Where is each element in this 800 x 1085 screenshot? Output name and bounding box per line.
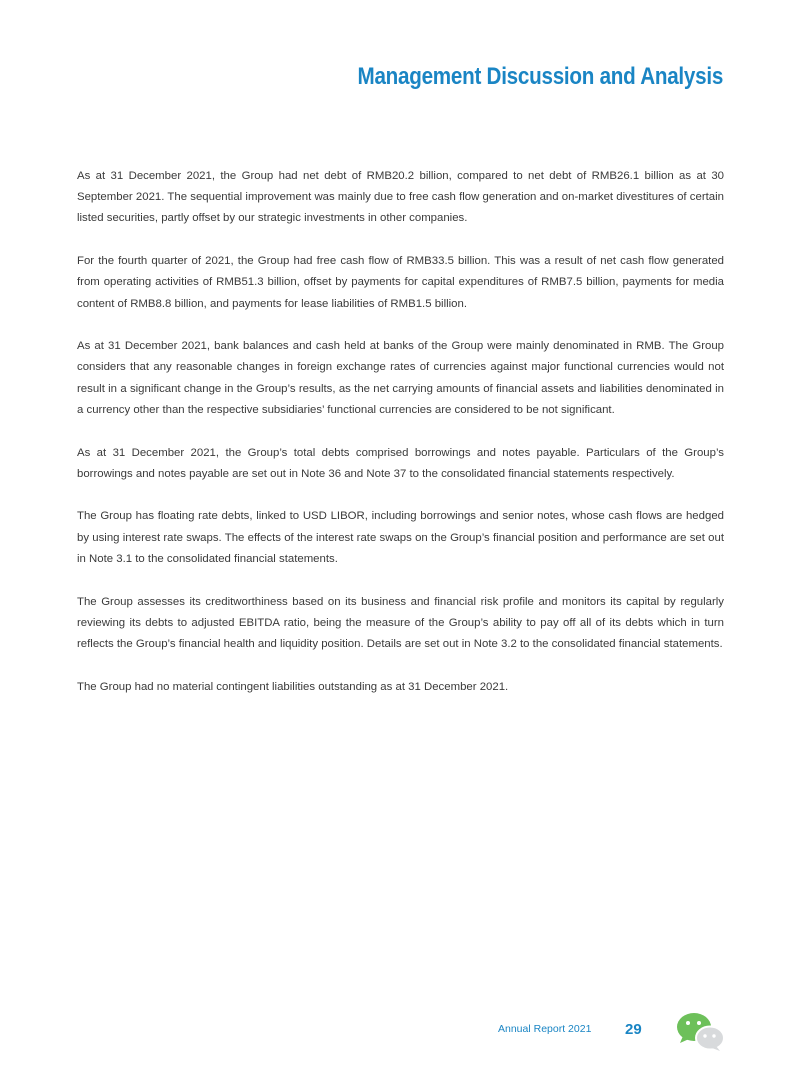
paragraph-floating-rate-debts: The Group has floating rate debts, linked to USD LIBOR, including borrowings and senior notes, whose cash flows are hedged by using interest rate swaps. The effects of the interest rate swaps on the Group’s financial position and performance are set out in Note 3.1 to the consolidated financial statements. xyxy=(77,510,724,565)
paragraph-total-debts: As at 31 December 2021, the Group’s total debts comprised borrowings and notes payable. Particulars of the Group’s borrowings and notes payable are set out in Note 36 and Note 37 to the consolidated financial statements respectively. xyxy=(77,446,724,480)
paragraph-creditworthiness: The Group assesses its creditworthiness based on its business and financial risk profile and monitors its capital by regularly reviewing its debts to adjusted EBITDA ratio, being the measure of the Group’s ability to pay off all of its debts which in turn reflects the Group’s financial health and liquidity position. Details are set out in Note 3.2 to the consolidated financial statements. xyxy=(77,595,724,650)
paragraph-foreign-exchange: As at 31 December 2021, bank balances and cash held at banks of the Group were mainly denominated in RMB. The Group considers that any reasonable changes in foreign exchange rates of currencies against major functional currencies would not result in a significant change in the Group’s results, as the net carrying amounts of financial assets and liabilities denominated in a currency other than the respective subsidiaries’ functional currencies are considered to be not significant. xyxy=(77,340,724,416)
footer-report-label: Annual Report 2021 xyxy=(498,1023,592,1035)
paragraph-net-debt: As at 31 December 2021, the Group had net debt of RMB20.2 billion, compared to net debt of RMB26.1 billion as at 30 September 2021. The sequential improvement was mainly due to free cash flow generation and on-market divestitures of certain listed securities, partly offset by our strategic investments in other companies. xyxy=(77,170,724,225)
wechat-logo-icon xyxy=(674,1010,726,1052)
paragraph-free-cash-flow: For the fourth quarter of 2021, the Group had free cash flow of RMB33.5 billion. This was a result of net cash flow generated from operating activities of RMB51.3 billion, offset by payments for capital expenditures of RMB7.5 billion, payments for media content of RMB8.8 billion, and payments for lease liabilities of RMB1.5 billion. xyxy=(77,255,724,310)
page-number: 29 xyxy=(625,1021,642,1038)
page-title: Management Discussion and Analysis xyxy=(357,63,723,90)
body-text xyxy=(77,166,724,719)
paragraph-contingent-liabilities: The Group had no material contingent liabilities outstanding as at 31 December 2021. xyxy=(77,680,509,693)
